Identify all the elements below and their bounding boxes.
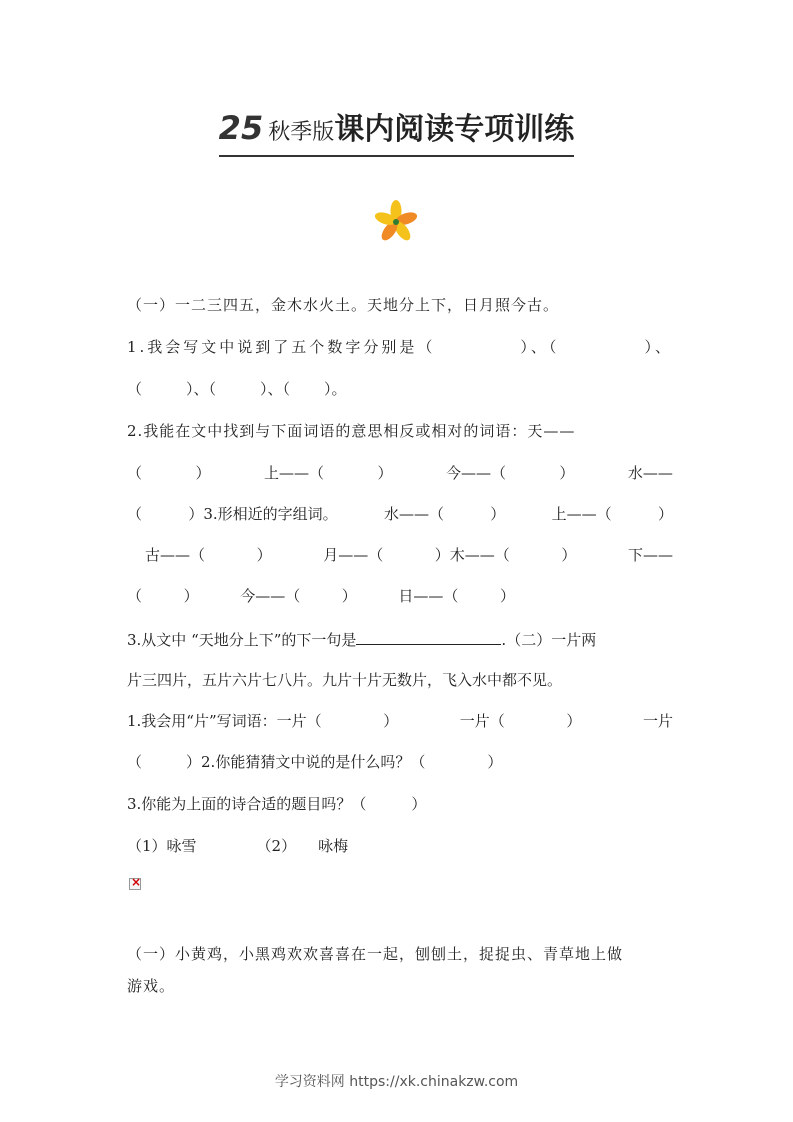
text-segment: （ [127, 464, 143, 482]
section2-q1-line1 [127, 711, 673, 731]
section2-poem: 片三四片，五片六片七八片。九片十片无数片，飞入水中都不见。 [127, 671, 563, 689]
title-number: 25 [218, 109, 264, 147]
option-2: （2） [256, 837, 297, 855]
text-segment: 下—— [627, 546, 673, 564]
text-segment: 日——（ [398, 587, 459, 605]
text-segment: 今——（ [240, 587, 301, 605]
section1-q2-line1: 2.我能在文中找到与下面词语的意思相反或相对的词语：天—— [127, 422, 576, 440]
text-segment: ）、 [644, 338, 673, 356]
answer-blank [356, 628, 501, 645]
text-segment: 古——（ [145, 546, 206, 564]
text-segment: ） [195, 464, 211, 482]
page-title [0, 108, 793, 157]
text-segment: （ [127, 505, 143, 523]
text-segment: 水—— [627, 464, 673, 482]
text-segment: 3.从文中 “天地分上下”的下一句是 [127, 631, 357, 649]
text-segment: ） [183, 587, 199, 605]
text-segment: ） [341, 587, 357, 605]
section3-line2: 游戏。 [127, 977, 176, 995]
text-segment: ） [499, 587, 515, 605]
text-segment: ）、（ [186, 380, 217, 398]
section1-q1-line1 [127, 337, 673, 357]
title-main: 课内阅读专项训练 [334, 112, 575, 147]
section1-q1-line2 [127, 379, 673, 399]
text-segment: ）3.形相近的字组词。 [188, 505, 338, 523]
text-segment: ） [566, 712, 582, 730]
text-segment: 上——（ [551, 505, 612, 523]
text-segment: 一片（ [459, 712, 505, 730]
section2-q3: 3.你能为上面的诗合适的题目吗？（ ） [127, 795, 427, 813]
section1-q2-line3 [127, 504, 673, 524]
footer-watermark: 学习资料网 https://xk.chinakzw.com [274, 1074, 519, 1090]
section1-q3 [127, 628, 673, 648]
text-segment: .（二）一片两 [501, 631, 597, 649]
section1-poem: （一）一二三四五，金木水火土。天地分上下，日月照今古。 [127, 296, 560, 314]
text-segment: （ [127, 380, 143, 398]
text-segment: ）木——（ [434, 546, 510, 564]
page-title-underlined [219, 108, 575, 157]
text-segment: ） [377, 464, 393, 482]
section1-q2-line4 [145, 545, 673, 565]
text-segment: 上——（ [263, 464, 324, 482]
text-segment: 水——（ [383, 505, 444, 523]
text-segment: ）、（ [520, 338, 560, 356]
text-segment: ） [383, 712, 399, 730]
broken-image-icon [129, 878, 141, 890]
text-segment: ） [561, 546, 577, 564]
option-2-text: 咏梅 [318, 837, 349, 855]
text-segment: ） [559, 464, 575, 482]
section1-q2-line5 [127, 586, 515, 606]
text-segment: ） [256, 546, 272, 564]
text-segment: ）、（ [260, 380, 291, 398]
flower-icon [373, 199, 419, 245]
text-segment: 今——（ [445, 464, 506, 482]
text-segment: （ [127, 753, 143, 771]
text-segment: ） [487, 753, 503, 771]
section1-q2-line2 [127, 463, 673, 483]
option-1: （1）咏雪 [127, 837, 197, 855]
text-segment: ）。 [324, 380, 347, 398]
text-segment: ） [490, 505, 506, 523]
text-segment: 月——（ [323, 546, 384, 564]
text-segment: 一片 [642, 712, 673, 730]
text-segment: ）2.你能猜猜文中说的是什么吗？（ [186, 753, 426, 771]
section2-q1-line2 [127, 752, 673, 772]
title-prefix: 秋季版 [268, 120, 335, 145]
text-segment: 1.我会用“片”写词语：一片（ [127, 712, 322, 730]
text-segment: ） [657, 505, 673, 523]
section2-options [127, 836, 673, 856]
flower-center [393, 219, 399, 225]
text-segment: （ [127, 587, 143, 605]
section3-line1: （一）小黄鸡，小黑鸡欢欢喜喜在一起，刨刨土，捉捉虫、青草地上做 [127, 945, 624, 963]
text-segment: 1.我会写文中说到了五个数字分别是（ [127, 338, 436, 356]
